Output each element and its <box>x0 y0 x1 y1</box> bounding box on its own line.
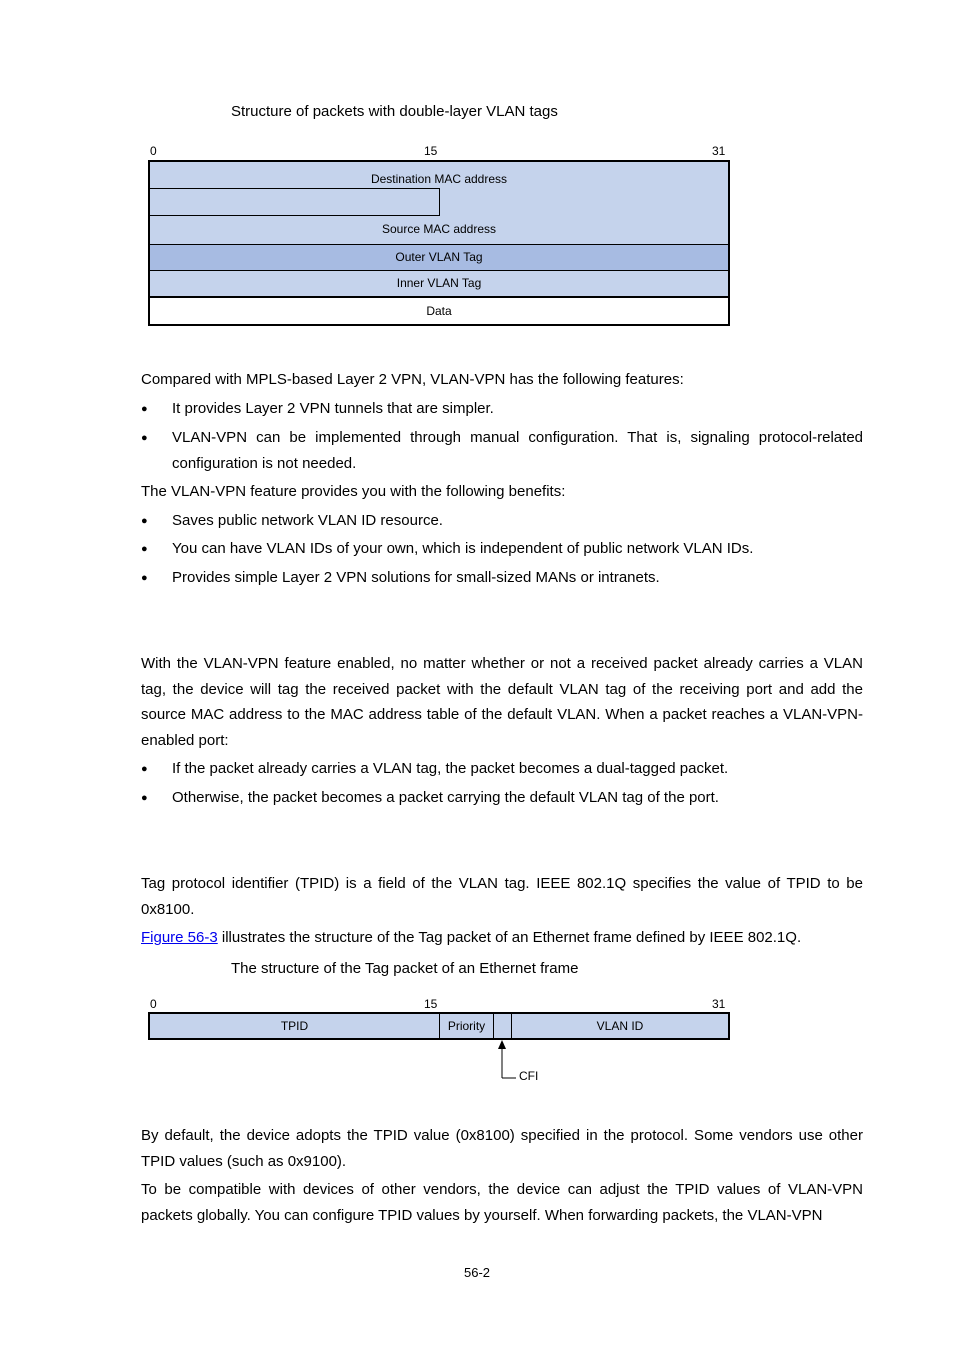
packet-rule-text: If the packet already carries a VLAN tag, the packet becomes a dual-tagged packet. <box>172 760 729 777</box>
figure-reference-text: illustrates the structure of the Tag packet of an Ethernet frame defined by IEEE 802.1Q. <box>217 929 802 946</box>
outer-vlan-tag-label: Outer VLAN Tag <box>395 250 483 264</box>
figure2-caption: The structure of the Tag packet of an Ethernet frame <box>231 960 579 977</box>
bullet-icon: ● <box>141 572 148 584</box>
feature-item <box>141 396 863 422</box>
figure-56-3-link[interactable]: Figure 56-3 <box>141 929 218 946</box>
data-label: Data <box>426 304 452 318</box>
benefits-intro: The VLAN-VPN feature provides you with the following benefits: <box>141 483 566 500</box>
benefit-text: Saves public network VLAN ID resource. <box>172 512 443 529</box>
priority-label: Priority <box>447 1019 486 1033</box>
tpid-description: Tag protocol identifier (TPID) is a field of the VLAN tag. IEEE 802.1Q specifies the value of TPID to be 0x8100. <box>141 875 863 918</box>
fig2-tick-15: 15 <box>424 997 438 1011</box>
tpid-label: TPID <box>280 1019 309 1033</box>
figure1-caption: Structure of packets with double-layer VLAN tags <box>231 103 558 120</box>
tpid-default-paragraph: By default, the device adopts the TPID value (0x8100) specified in the protocol. Some vendors use other TPID values (such as 0x9100). <box>141 1127 863 1170</box>
bullet-icon: ● <box>141 543 148 555</box>
figure-reference-paragraph <box>141 925 863 951</box>
benefit-item <box>141 536 863 562</box>
bullet-icon: ● <box>141 432 148 444</box>
fig1-tick-31: 31 <box>712 144 726 158</box>
outer-vlan-tag-row <box>150 244 728 271</box>
mac-address-block <box>150 162 728 244</box>
packet-rule-item <box>141 756 863 782</box>
feature-text: VLAN-VPN can be implemented through manual configuration. That is, signaling protocol-related configuration is not needed. <box>172 429 863 472</box>
vlan-id-field <box>512 1014 728 1038</box>
benefit-text: Provides simple Layer 2 VPN solutions for small-sized MANs or intranets. <box>172 569 660 586</box>
benefit-item <box>141 565 863 591</box>
features-intro: Compared with MPLS-based Layer 2 VPN, VLAN-VPN has the following features: <box>141 371 684 388</box>
tag-packet-diagram <box>148 1012 730 1040</box>
bullet-icon: ● <box>141 515 148 527</box>
vlan-id-label: VLAN ID <box>596 1019 644 1033</box>
benefit-item <box>141 508 863 534</box>
fig2-tick-0: 0 <box>150 997 157 1011</box>
mac-split-line-vertical <box>439 188 440 215</box>
feature-text: It provides Layer 2 VPN tunnels that are simpler. <box>172 400 494 417</box>
destination-mac-label: Destination MAC address <box>370 172 508 186</box>
mac-split-line-lower <box>150 215 440 216</box>
mac-split-line-left <box>150 188 440 189</box>
fig1-tick-0: 0 <box>150 144 157 158</box>
tpid-compat-paragraph: To be compatible with devices of other vendors, the device can adjust the TPID values of VLAN-VPN packets globally. You can configure TPID values by yourself. When forwarding packets, the VLAN-VPN <box>141 1181 863 1224</box>
fig1-tick-15: 15 <box>424 144 438 158</box>
cfi-label: CFI <box>519 1069 539 1083</box>
tpid-field <box>150 1014 440 1038</box>
packet-rule-item <box>141 785 863 811</box>
packet-structure-diagram <box>148 160 730 326</box>
feature-item <box>141 425 863 476</box>
inner-vlan-tag-row <box>150 271 728 298</box>
vlan-vpn-description: With the VLAN-VPN feature enabled, no matter whether or not a received packet already carries a VLAN tag, the device will tag the received packet with the default VLAN tag of the receiving port and add the source MAC address to the MAC address table of the default VLAN. When a packet reaches a VLAN-VPN-enabled port: <box>141 655 863 749</box>
inner-vlan-tag-label: Inner VLAN Tag <box>396 276 482 290</box>
bullet-icon: ● <box>141 792 148 804</box>
bullet-icon: ● <box>141 403 148 415</box>
page-number: 56-2 <box>463 1265 491 1280</box>
bullet-icon: ● <box>141 763 148 775</box>
source-mac-label: Source MAC address <box>381 222 497 236</box>
packet-rule-text: Otherwise, the packet becomes a packet carrying the default VLAN tag of the port. <box>172 789 719 806</box>
fig2-tick-31: 31 <box>712 997 726 1011</box>
priority-field <box>440 1014 494 1038</box>
benefit-text: You can have VLAN IDs of your own, which is independent of public network VLAN IDs. <box>172 540 754 557</box>
cfi-field <box>494 1014 512 1038</box>
data-row <box>150 298 728 324</box>
